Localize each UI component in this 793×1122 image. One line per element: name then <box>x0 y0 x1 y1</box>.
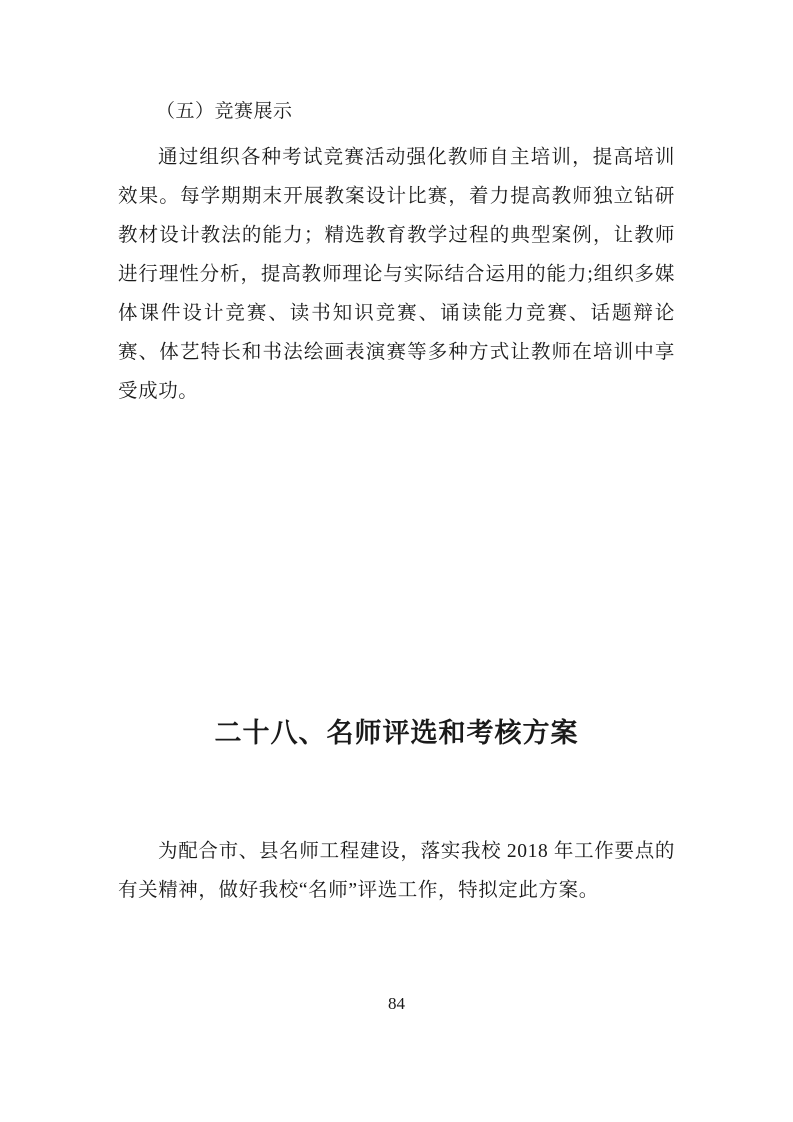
vertical-spacer <box>118 411 675 711</box>
vertical-spacer-2 <box>118 750 675 832</box>
body-paragraph-intro: 为配合市、县名师工程建设，落实我校 2018 年工作要点的有关精神，做好我校“名师”评选工作，特拟定此方案。 <box>118 841 675 902</box>
page-number: 84 <box>388 994 405 1013</box>
body-paragraph-competition: 通过组织各种考试竞赛活动强化教师自主培训，提高培训效果。每学期期末开展教案设计比赛，着力提高教师独立钻研教材设计教法的能力；精选教育教学过程的典型案例，让教师进行理性分析，提高教师理论与实际结合运用的能力;组织多媒体课件设计竞赛、读书知识竞赛、诵读能力竞赛、话题辩论赛、体艺特长和书法绘画表演赛等多种方式让教师在培训中享受成功。 <box>118 147 675 403</box>
page-title: 二十八、名师评选和考核方案 <box>214 718 579 750</box>
section-subheading: （五）竞赛展示 <box>156 101 293 122</box>
